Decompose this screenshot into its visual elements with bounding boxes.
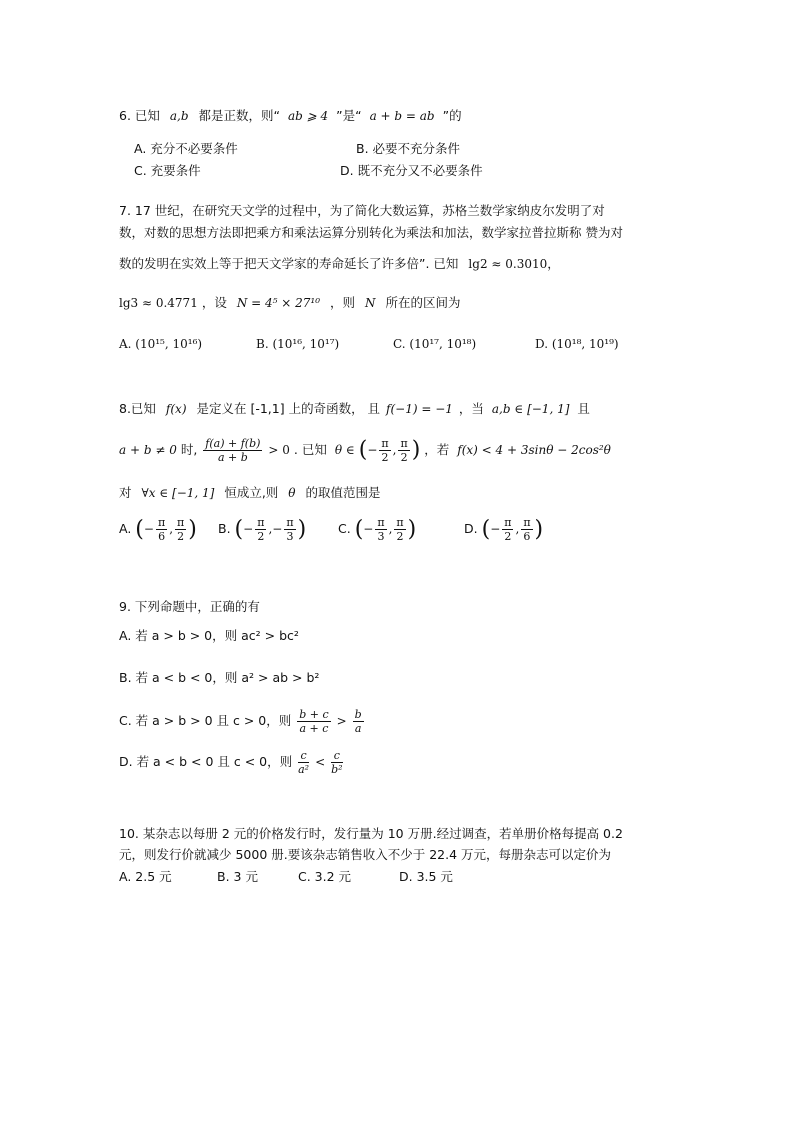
q8-line3	[119, 484, 381, 502]
q10-option-c: C. 3.2 元	[298, 869, 352, 884]
frac-den: 3	[286, 530, 294, 543]
frac	[398, 437, 409, 464]
q7-option-d: D. (10¹⁸, 10¹⁹)	[535, 337, 619, 351]
frac-num: π	[523, 516, 531, 529]
q10-option-d: D. 3.5 元	[399, 869, 453, 884]
minus-sign: −	[490, 522, 501, 536]
q7-option-b: B. (10¹⁶, 10¹⁷)	[256, 337, 340, 351]
q7-line1: 7. 17 世纪，在研究天文学的过程中，为了简化大数运算，苏格兰数学家纳皮尔发明了对	[119, 203, 605, 218]
frac-num: b + c	[299, 708, 329, 721]
q8-option-c	[338, 516, 416, 543]
comma: ,	[169, 522, 174, 536]
q7-option-c: C. (10¹⁷, 10¹⁸)	[393, 337, 477, 351]
q8-line2	[119, 432, 611, 469]
paren-right: )	[407, 517, 417, 542]
paren-right: )	[411, 437, 421, 463]
paren-left: (	[354, 517, 364, 542]
frac-den: 3	[377, 530, 385, 543]
frac-den: a + c	[299, 722, 329, 735]
paren-left: (	[135, 517, 144, 542]
q8-fraction	[203, 437, 262, 464]
q6-option-b: B. 必要不充分条件	[356, 141, 461, 156]
frac-num: π	[400, 437, 408, 450]
comma: ,	[268, 522, 273, 536]
q7-text: 数的发明在实效上等于把天文学家的寿命延长了许多倍”. 已知	[119, 256, 459, 271]
q8-ab: a,b ∈ [−1, 1]	[491, 402, 570, 416]
paren-right: )	[188, 517, 197, 542]
comma: ,	[388, 522, 393, 536]
frac-den: 2	[257, 530, 265, 543]
frac	[375, 516, 386, 543]
q9-option-b: B. 若 a < b < 0，则 a² > ab > b²	[119, 670, 320, 685]
q8-cond: f(−1) = −1	[386, 402, 453, 416]
frac	[331, 749, 342, 776]
frac	[255, 516, 266, 543]
q6-option-c: C. 充要条件	[134, 163, 201, 178]
q9-option-d	[119, 746, 345, 778]
q8-text: . 已知	[293, 442, 327, 457]
q10-option-b: B. 3 元	[217, 869, 258, 884]
q6-text: 6. 已知	[119, 108, 160, 123]
frac-den: 2	[381, 451, 389, 464]
frac	[353, 708, 364, 735]
minus-sign: −	[367, 443, 378, 457]
frac	[156, 516, 167, 543]
q7-n-var: N	[365, 296, 376, 310]
minus-sign: −	[143, 522, 154, 536]
q8-text: ，当	[458, 401, 484, 416]
frac-num: π	[257, 516, 265, 529]
frac	[521, 516, 532, 543]
q9-c-text: C. 若 a > b > 0 且 c > 0，则	[119, 713, 292, 728]
q8-text: 对	[119, 485, 132, 500]
q8-text: 是定义在 [-1,1] 上的奇函数， 且	[196, 401, 381, 416]
frac-den: 2	[177, 530, 185, 543]
minus-sign: −	[272, 522, 283, 536]
option-letter: C.	[338, 521, 351, 536]
frac-num: π	[177, 516, 185, 529]
comma: ,	[515, 522, 520, 536]
q8-text: ，若	[424, 442, 450, 457]
q10-line1: 10. 某杂志以每册 2 元的价格发行时，发行量为 10 万册.经过调查，若单册价格每提高 0.2	[119, 826, 623, 841]
lt-sign: <	[315, 755, 326, 769]
q8-cond2: a + b ≠ 0	[119, 443, 177, 457]
frac-den: 2	[400, 451, 408, 464]
q8-line1	[119, 400, 590, 418]
frac	[284, 516, 295, 543]
minus-sign: −	[243, 522, 254, 536]
q8-frac-den: a + b	[217, 451, 248, 464]
paren-right: )	[534, 517, 544, 542]
q9-stem: 9. 下列命题中，正确的有	[119, 599, 260, 614]
frac-den: a²	[298, 763, 310, 776]
frac-den: 6	[523, 530, 531, 543]
frac-num: π	[504, 516, 512, 529]
frac-den: 2	[396, 530, 404, 543]
frac	[175, 516, 186, 543]
q9-d-text: D. 若 a < b < 0 且 c < 0，则	[119, 754, 293, 769]
q7-n-expr: N = 4⁵ × 27¹⁰	[236, 296, 321, 310]
frac-den: a	[354, 722, 362, 735]
frac-num: π	[381, 437, 389, 450]
q8-frac-num: f(a) + f(b)	[205, 437, 261, 450]
q8-ineq: f(x) < 4 + 3sinθ − 2cos²θ	[457, 443, 611, 457]
frac-den: 2	[504, 530, 512, 543]
q8-fx: f(x)	[165, 402, 187, 416]
paren-right: )	[297, 517, 307, 542]
option-letter: A.	[119, 521, 132, 536]
paren-left: (	[358, 437, 368, 463]
minus-sign: −	[363, 522, 374, 536]
paren-left: (	[481, 517, 491, 542]
frac	[298, 749, 309, 776]
q7-text: ，设	[201, 295, 227, 310]
q6-text: ”的	[442, 108, 462, 123]
frac-num: π	[377, 516, 385, 529]
q6-text: ”是“	[336, 108, 362, 123]
comma: ,	[392, 443, 397, 457]
frac	[502, 516, 513, 543]
frac-num: π	[396, 516, 404, 529]
q8-text: 且	[577, 401, 590, 416]
frac-num: π	[286, 516, 294, 529]
q8-option-d	[464, 516, 543, 543]
q8-theta-in: θ ∈	[334, 443, 355, 457]
q8-option-a	[119, 516, 197, 543]
q6-cond1: ab ⩾ 4	[288, 109, 329, 123]
frac	[297, 708, 330, 735]
option-letter: B.	[218, 521, 231, 536]
q9-option-a: A. 若 a > b > 0，则 ac² > bc²	[119, 628, 299, 643]
q8-text: 的取值范围是	[305, 485, 381, 500]
q8-theta: θ	[288, 486, 296, 500]
q6-option-d: D. 既不充分又不必要条件	[340, 163, 483, 178]
frac-den: b²	[331, 763, 343, 776]
q7-line3: 数的发明在实效上等于把天文学家的寿命延长了许多倍”. 已知 lg2 ≈ 0.3010，	[119, 256, 560, 271]
q6-cond2: a + b = ab	[369, 109, 435, 123]
q8-theta-interval	[358, 437, 425, 464]
paren-left: (	[234, 517, 244, 542]
q10-line2: 元，则发行价就减少 5000 册.要该杂志销售收入不少于 22.4 万元，每册杂志可以定价为	[119, 847, 612, 862]
frac-num: c	[298, 749, 309, 763]
frac	[379, 437, 390, 464]
q7-line2: 数，对数的思想方法即把乘方和乘法运算分别转化为乘法和加法，数学家拉普拉斯称 赞为对	[119, 225, 623, 240]
q8-text: 时,	[180, 442, 198, 457]
frac-den: 6	[158, 530, 166, 543]
q6-stem	[119, 107, 462, 125]
q7-line4	[119, 294, 461, 312]
q8-option-b	[218, 516, 306, 543]
q6-text: 都是正数，则“	[198, 108, 281, 123]
q7-lg2: lg2 ≈ 0.3010	[468, 257, 548, 271]
q8-forall: ∀x ∈ [−1, 1]	[141, 486, 215, 500]
option-letter: D.	[464, 521, 478, 536]
q7-lg3: lg3 ≈ 0.4771	[119, 296, 198, 310]
q6-option-a: A. 充分不必要条件	[134, 141, 238, 156]
q8-text: 恒成立,则	[224, 485, 279, 500]
q6-vars: a,b	[169, 109, 189, 123]
frac-num: π	[157, 516, 166, 529]
frac-num: b	[354, 708, 362, 721]
gt-sign: >	[336, 714, 347, 728]
frac-num: c	[331, 749, 342, 763]
q7-text: ，则	[330, 295, 356, 310]
q10-option-a: A. 2.5 元	[119, 869, 172, 884]
frac	[394, 516, 405, 543]
q9-option-c	[119, 705, 366, 737]
q8-gt0: > 0	[268, 443, 290, 457]
q7-text: 所在的区间为	[385, 295, 461, 310]
q8-text: 8.已知	[119, 401, 156, 416]
q7-option-a: A. (10¹⁵, 10¹⁶)	[119, 337, 203, 351]
